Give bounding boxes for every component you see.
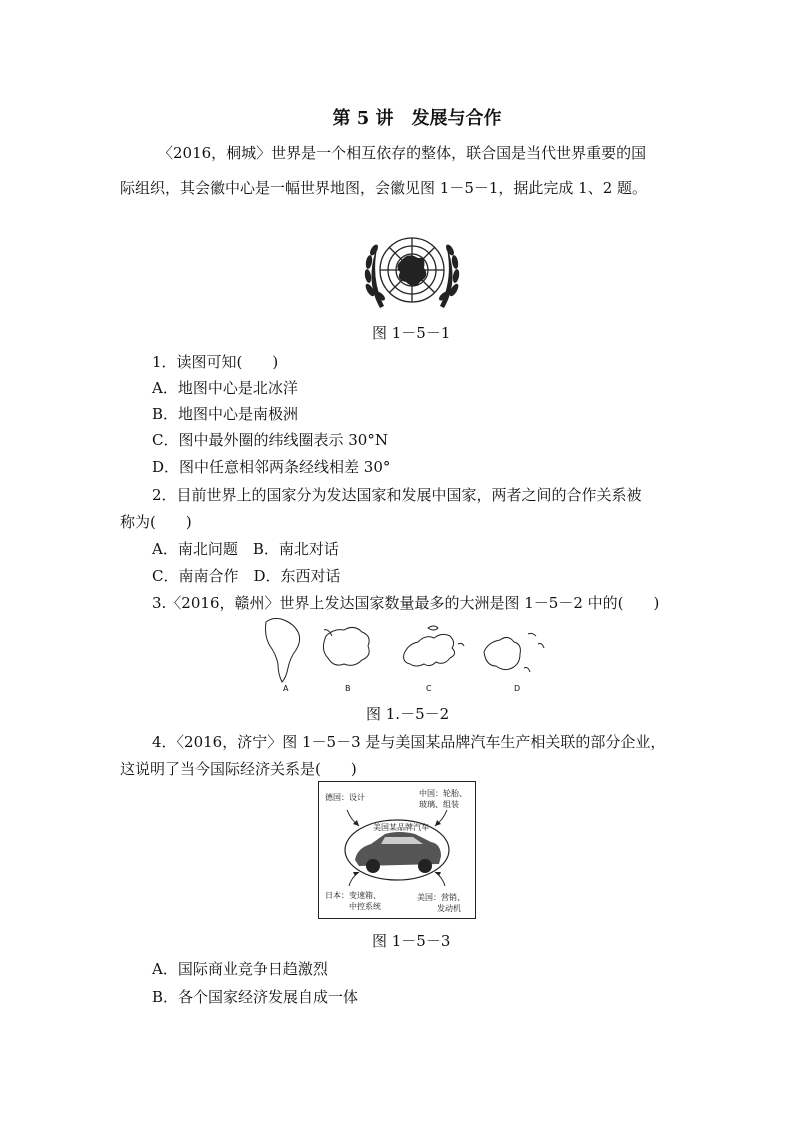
figure-2-caption: 图 1.－5－2 [366, 705, 450, 723]
q1-option-c: C．图中最外圈的纬线圈表示 30°N [152, 431, 388, 449]
map-label-d: D [514, 684, 521, 693]
intro-line-1: 〈2016，桐城〉世界是一个相互依存的整体，联合国是当代世界重要的国 [158, 144, 647, 162]
fig3-germany-label: 德国：设计 [325, 793, 365, 802]
car-production-figure [318, 781, 476, 919]
figure-1-caption: 图 1－5－1 [372, 324, 451, 342]
map-oceania [484, 633, 544, 672]
map-europe [404, 626, 464, 666]
fig3-japan-line-1: 日本：变速箱、 [325, 891, 381, 900]
figure-3-caption: 图 1－5－3 [372, 932, 451, 950]
q2-stem-line-1: 2．目前世界上的国家分为发达国家和发展中国家，两者之间的合作关系被 [152, 486, 642, 504]
q4-option-a: A．国际商业竞争日趋激烈 [152, 960, 328, 978]
map-antarctica [323, 627, 369, 665]
map-label-b: B [345, 684, 351, 693]
continent-maps-figure [258, 614, 548, 693]
intro-line-2: 际组织，其会徽中心是一幅世界地图，会徽见图 1－5－1，据此完成 1、2 题。 [120, 179, 648, 197]
fig3-center-label: 美国某品牌汽车 [373, 823, 429, 832]
q1-option-a: A．地图中心是北冰洋 [152, 379, 298, 397]
q4-stem-line-1: 4．〈2016，济宁〉图 1－5－3 是与美国某品牌汽车生产相关联的部分企业， [152, 733, 666, 751]
q4-stem-line-2: 这说明了当今国际经济关系是( ) [120, 760, 357, 778]
q1-stem: 1．读图可知( ) [152, 353, 279, 371]
fig3-usa-line-2: 发动机 [437, 904, 461, 913]
q3-stem: 3.〈2016，赣州〉世界上发达国家数量最多的大洲是图 1－5－2 中的( ) [152, 594, 660, 612]
q2-options-row-2: C．南南合作 D．东西对话 [152, 567, 341, 585]
fig3-china-line-1: 中国：轮胎、 [419, 789, 467, 798]
map-south-america [266, 618, 300, 682]
un-emblem-figure [360, 230, 464, 314]
fig3-japan-line-2: 中控系统 [349, 902, 381, 911]
q4-option-b: B．各个国家经济发展自成一体 [152, 988, 359, 1006]
page-title: 第 5 讲 发展与合作 [332, 108, 502, 129]
map-label-a: A [283, 684, 289, 693]
fig3-china-line-2: 玻璃、组装 [419, 800, 459, 809]
fig3-usa-line-1: 美国：营销、 [417, 893, 465, 902]
q1-option-d: D．图中任意相邻两条经线相差 30° [152, 458, 391, 476]
map-label-c: C [426, 684, 432, 693]
q2-options-row-1: A．南北问题 B．南北对话 [152, 540, 339, 558]
q2-stem-line-2: 称为( ) [120, 513, 192, 531]
q1-option-b: B．地图中心是南极洲 [152, 405, 299, 423]
